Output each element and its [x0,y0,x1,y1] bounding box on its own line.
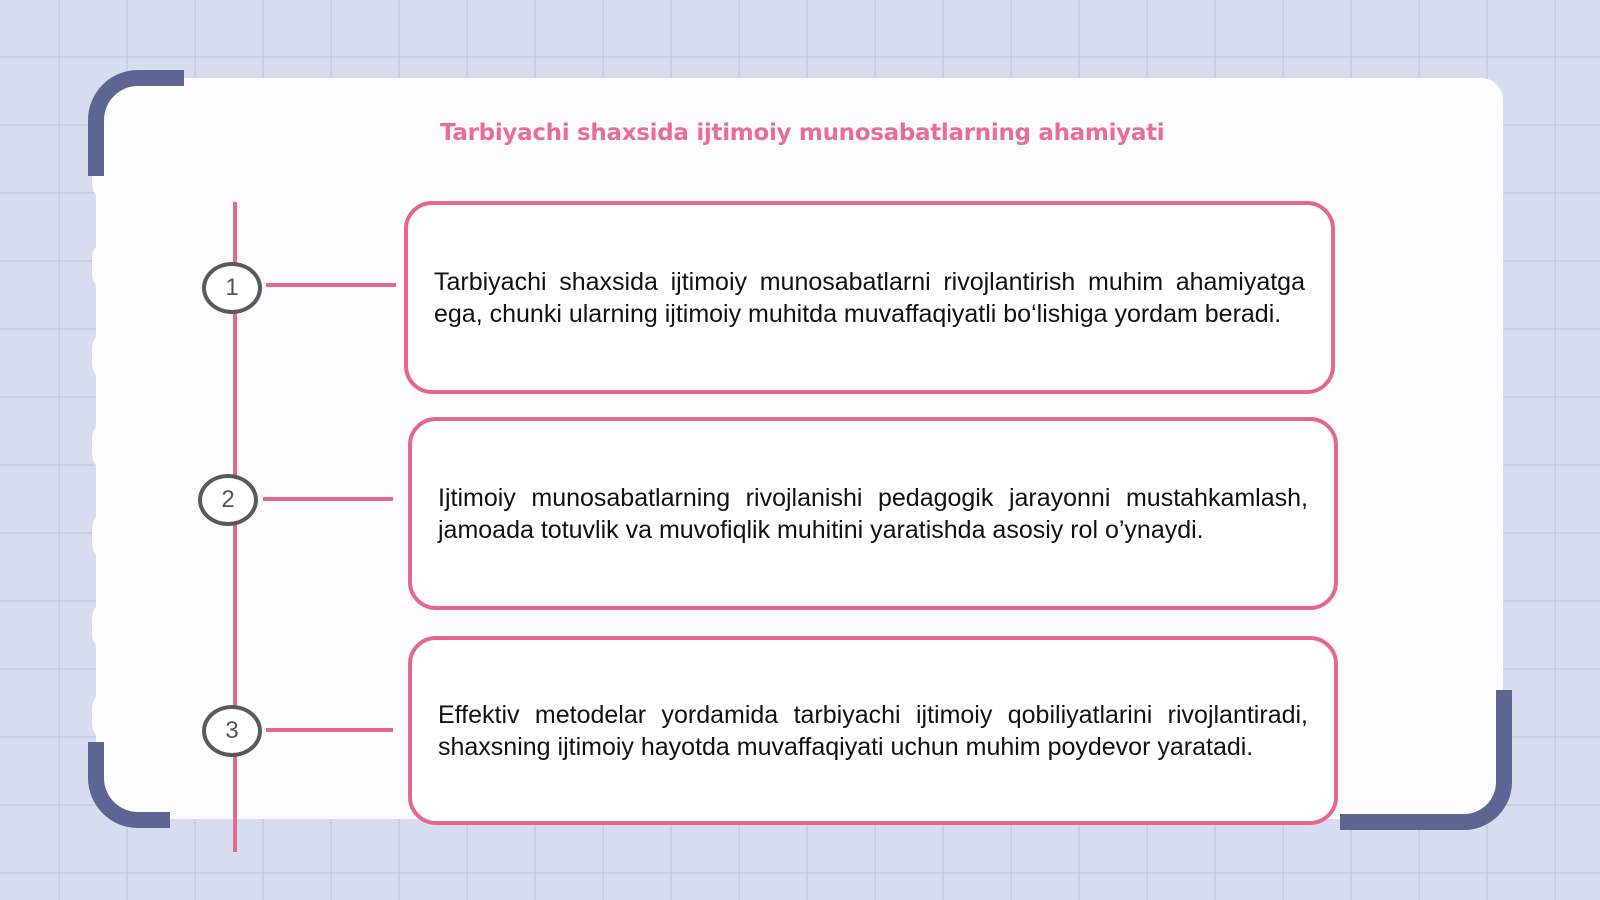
scallop-decoration [92,420,128,472]
step-number-3: 3 [202,705,262,757]
scallop-decoration [92,510,128,562]
frame-corner-top-left [88,70,184,176]
step-text-1: Tarbiyachi shaxsida ijtimoiy munosabatlarni rivojlantirish muhim ahamiyatga ega, chunki ularning ijtimoiy muhitda muvaffaqiyatli bo‘lishiga yordam beradi. [434,267,1305,328]
scallop-decoration [92,330,128,382]
step-number-2: 2 [198,474,258,526]
step-card-3 [408,636,1338,825]
frame-corner-bottom-right [1340,690,1512,830]
scallop-decoration [92,600,128,652]
step-card-2 [408,417,1338,610]
step-text-3: Effektiv metodelar yordamida tarbiyachi ijtimoiy qobiliyatlarini rivojlantiradi, shaxsning ijtimoiy hayotda muvaffaqiyati uchun muhim poydevor yaratadi. [438,700,1308,761]
timeline-connector-2 [263,497,393,501]
scallop-decoration [92,240,128,292]
frame-corner-bottom-left [88,742,170,828]
scallop-decoration [92,690,128,742]
timeline-connector-3 [266,728,393,732]
step-number-1: 1 [202,262,262,314]
step-card-1 [404,201,1335,394]
step-text-2: Ijtimoiy munosabatlarning rivojlanishi pedagogik jarayonni mustahkamlash, jamoada totuvlik va muvofiqlik muhitini yaratishda asosiy rol o’ynaydi. [438,483,1308,544]
timeline-connector-1 [266,283,396,287]
slide-title: Tarbiyachi shaxsida ijtimoiy munosabatlarning ahamiyati [440,120,1165,146]
